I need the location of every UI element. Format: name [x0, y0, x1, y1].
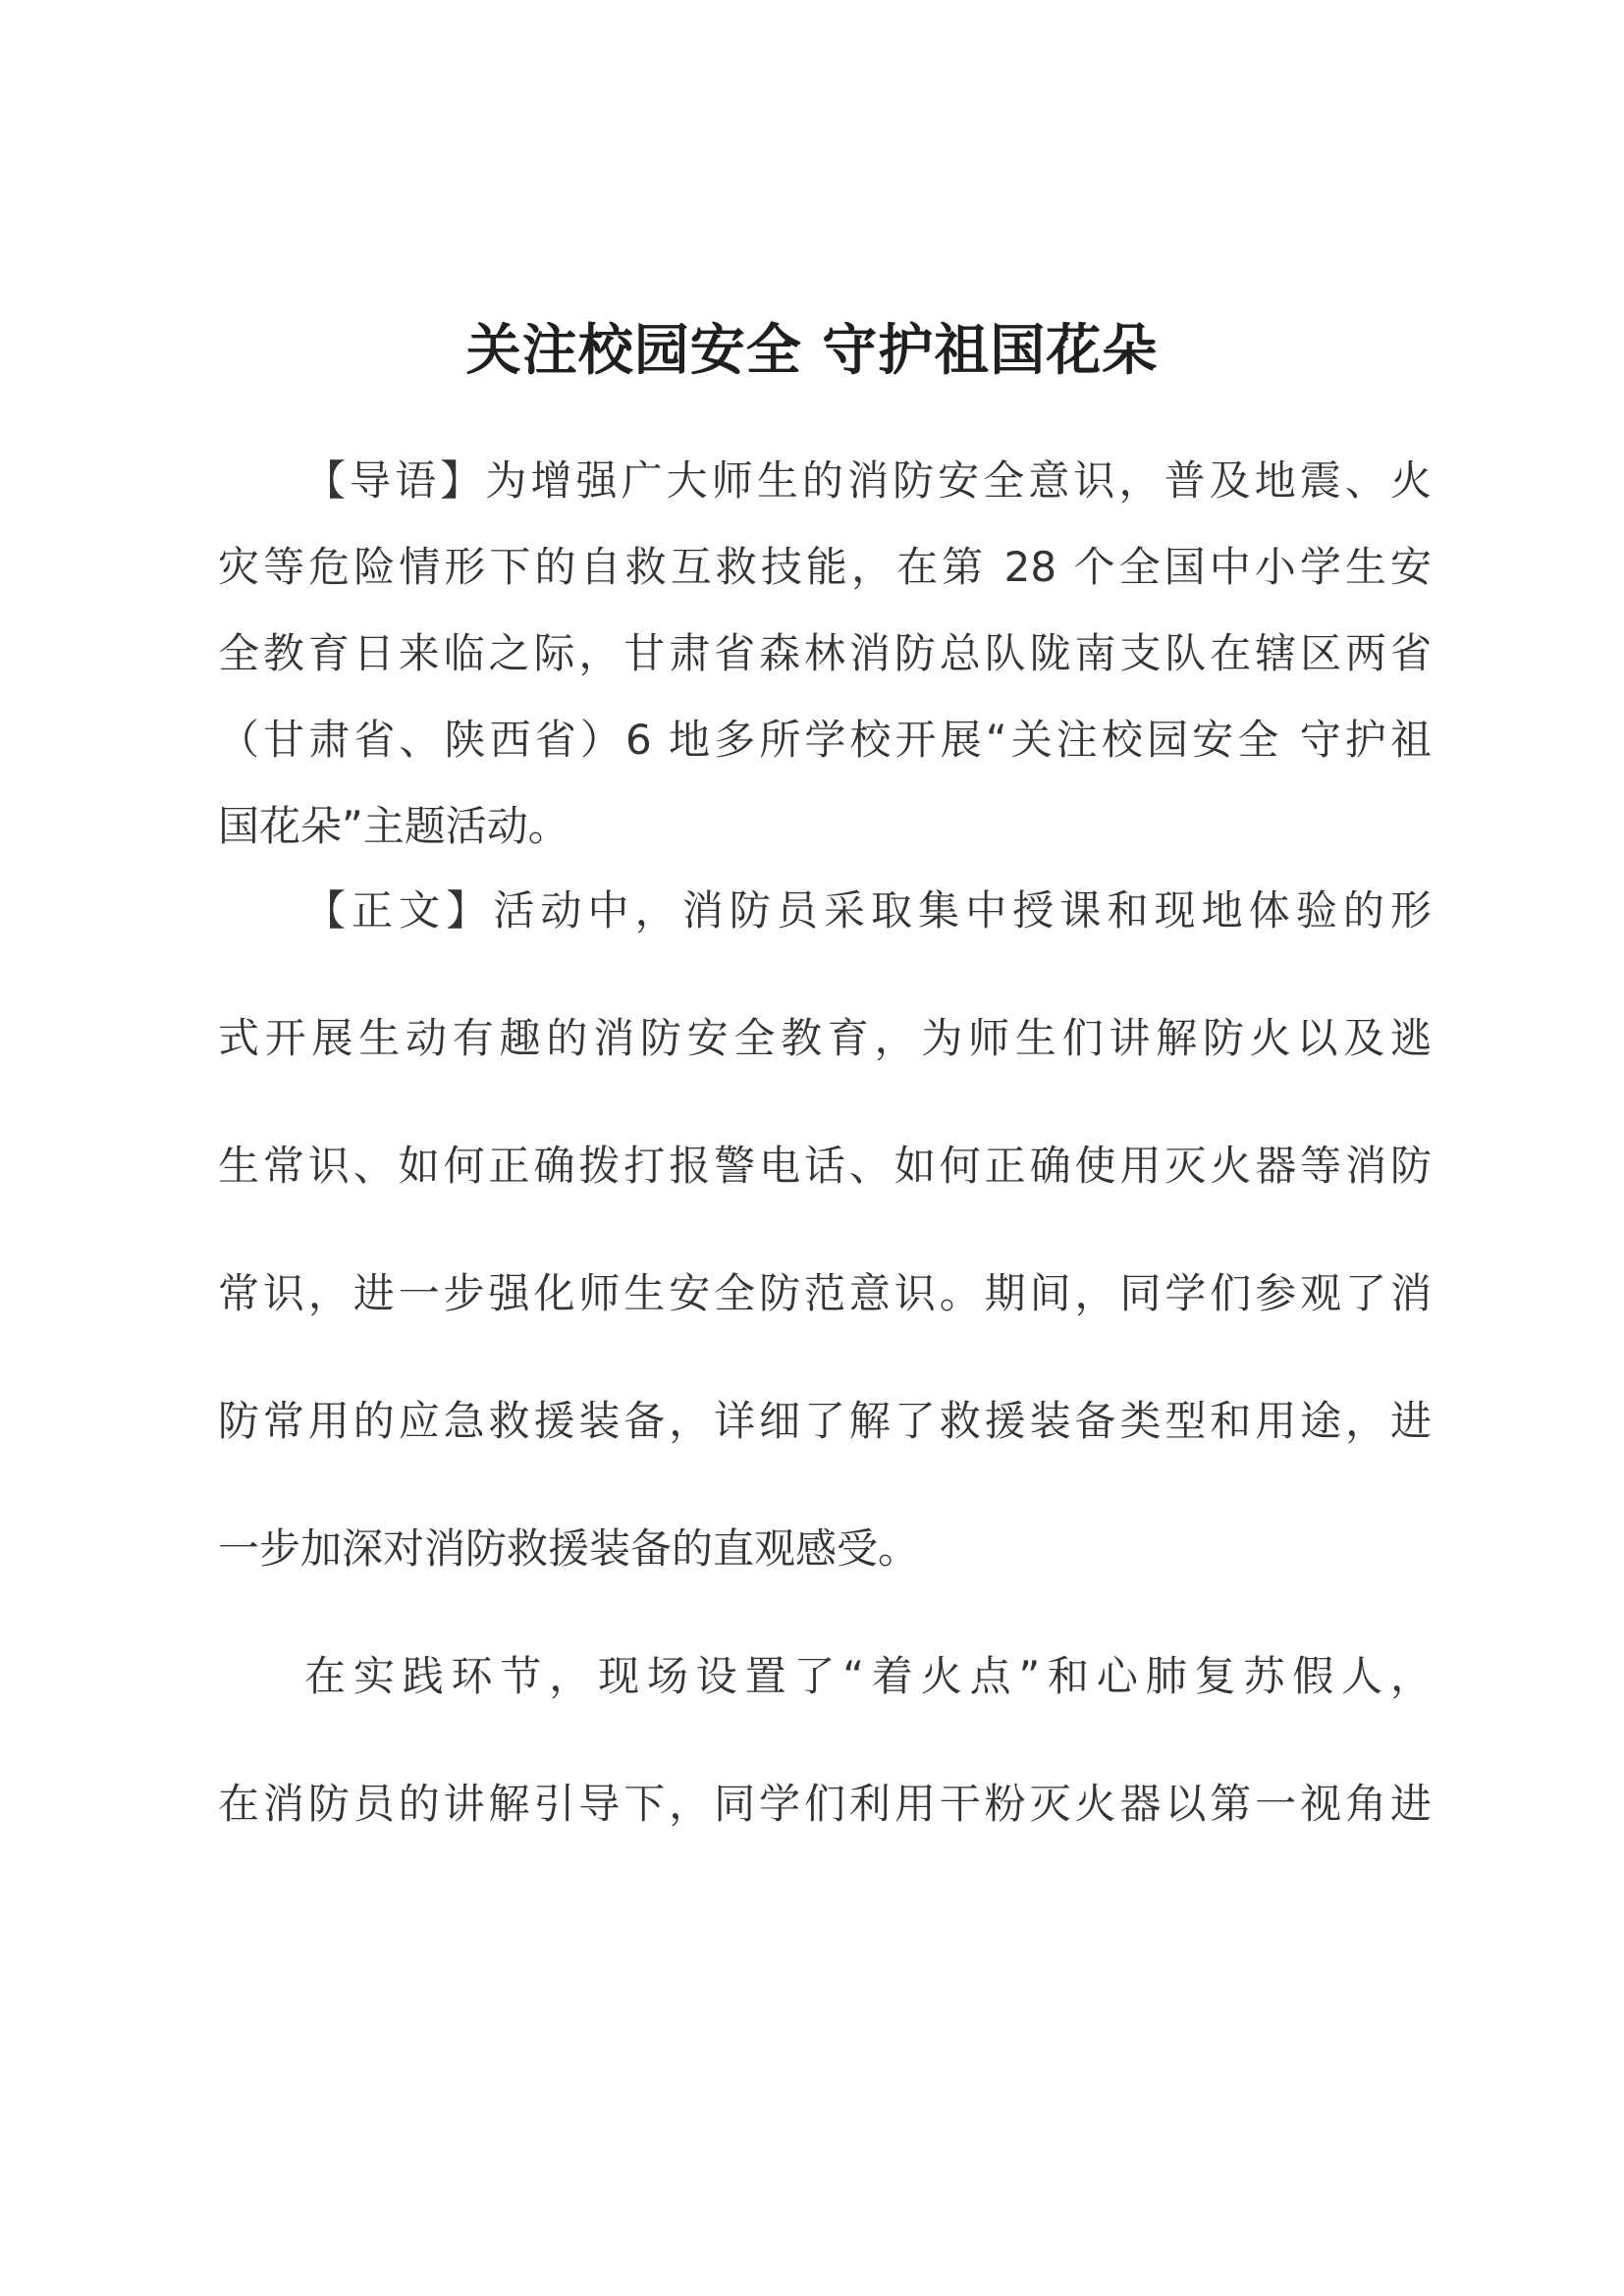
body-line-1: 【正文】活动中，消防员采取集中授课和现地体验的形	[304, 886, 1432, 934]
intro-line-1: 【导语】为增强广大师生的消防安全意识，普及地震、火	[304, 456, 1432, 505]
body-line-2: 式开展生动有趣的消防安全教育，为师生们讲解防火以及逃	[218, 1014, 1432, 1062]
body-line-4: 常识，进一步强化师生安全防范意识。期间，同学们参观了消	[218, 1269, 1432, 1317]
body-line-3: 生常识、如何正确拨打报警电话、如何正确使用灭火器等消防	[218, 1142, 1432, 1190]
intro-line-4: （甘肃省、陕西省）6 地多所学校开展“关注校园安全 守护祖	[218, 716, 1432, 764]
body-line-5: 防常用的应急救援装备，详细了解了救援装备类型和用途，进	[218, 1397, 1432, 1445]
practice-line-1: 在实践环节，现场设置了“着火点”和心肺复苏假人，	[304, 1652, 1432, 1700]
practice-line-2: 在消防员的讲解引导下，同学们利用干粉灭火器以第一视角进	[218, 1780, 1432, 1828]
intro-line-3: 全教育日来临之际，甘肃省森林消防总队陇南支队在辖区两省	[218, 629, 1432, 677]
intro-line-2: 灾等危险情形下的自救互救技能，在第 28 个全国中小学生安	[218, 543, 1432, 591]
body-line-6: 一步加深对消防救援装备的直观感受。	[218, 1524, 920, 1573]
document-title: 关注校园安全 守护祖国花朵	[465, 319, 1159, 383]
intro-line-5: 国花朵”主题活动。	[218, 802, 569, 850]
